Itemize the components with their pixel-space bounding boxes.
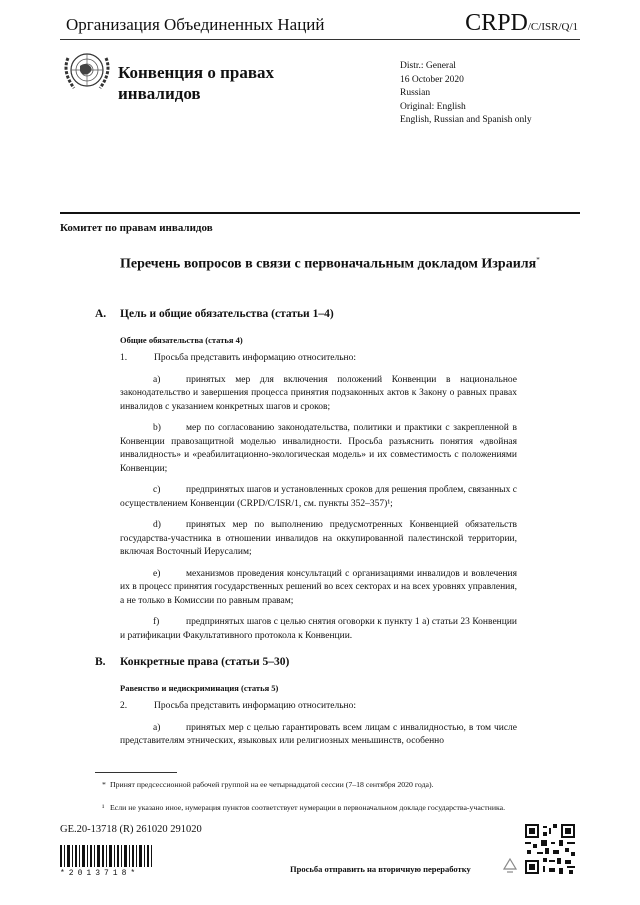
distr-languages: English, Russian and Spanish only bbox=[400, 115, 532, 125]
footnote bbox=[102, 802, 530, 813]
section-a-heading bbox=[95, 307, 517, 322]
un-emblem-icon bbox=[62, 46, 112, 98]
footnote-mark: * bbox=[102, 780, 106, 789]
subheading: Равенство и недискриминация (статья 5) bbox=[120, 683, 279, 693]
header-rule bbox=[60, 39, 580, 40]
thick-rule bbox=[60, 212, 580, 214]
committee-name: Комитет по правам инвалидов bbox=[60, 222, 213, 234]
item-e bbox=[120, 568, 517, 609]
item-a bbox=[120, 722, 517, 749]
item-d bbox=[120, 519, 517, 560]
paragraph-2 bbox=[120, 700, 517, 714]
organization-name: Организация Объединенных Наций bbox=[66, 15, 325, 34]
paragraph-text: Просьба представить информацию относительно: bbox=[154, 353, 357, 363]
distr-language: Russian bbox=[400, 88, 431, 98]
item-f bbox=[120, 616, 517, 643]
footnote-text: Принят предсессионной рабочей группой на ее четырнадцатой сессии (7–18 сентября 2020 года). bbox=[110, 780, 434, 789]
footnote-mark: ¹ bbox=[102, 803, 105, 812]
item-text: принятых мер по выполнению предусмотренных Конвенцией обязательств государства-участника в отношении инвалидов на оккупированной палестинской территории, включая Восточный Иерусалим; bbox=[120, 520, 517, 557]
footnote-rule bbox=[95, 772, 177, 773]
job-number: GE.20-13718 (R) 261020 291020 bbox=[60, 824, 202, 835]
title-footnote-mark: * bbox=[536, 256, 540, 264]
barcode-icon bbox=[60, 845, 152, 867]
item-b bbox=[120, 422, 517, 476]
item-c bbox=[120, 484, 517, 511]
document-symbol bbox=[465, 10, 578, 37]
item-label: a) bbox=[153, 374, 161, 385]
section-title: Конкретные права (статьи 5–30) bbox=[120, 656, 290, 668]
distribution-info bbox=[400, 60, 532, 128]
document-body bbox=[95, 307, 517, 757]
item-label: a) bbox=[153, 722, 161, 733]
recycle-notice: Просьба отправить на вторичную переработку bbox=[290, 864, 471, 874]
item-text: принятых мер с целью гарантировать всем лицам с инвалидностью, в том числе представителям этнических, языковых или религиозных меньшинств, особенно bbox=[120, 722, 517, 746]
title-text: Перечень вопросов в связи с первоначальным докладом Израиля bbox=[120, 256, 537, 272]
paragraph-number: 2. bbox=[120, 701, 128, 711]
paragraph-text: Просьба представить информацию относительно: bbox=[154, 701, 357, 711]
item-text: принятых мер для включения положений Конвенции в национальное законодательство и завершения процесса принятия подзаконных актов к Закону о равных правах инвалидов с указанием конкретных шагов и сроков; bbox=[120, 374, 517, 412]
item-label: d) bbox=[153, 520, 161, 530]
item-text: механизмов проведения консультаций с организациями инвалидов и вовлечения их в процесс принятия государственных решений во всех секторах и на всех уровнях управления, а не только в Комиссии по равным правам; bbox=[120, 568, 517, 606]
section-number: A. bbox=[95, 308, 107, 320]
section-number: B. bbox=[95, 656, 106, 668]
item-label: f) bbox=[153, 617, 160, 627]
symbol-sub: /C/ISR/Q/1 bbox=[527, 21, 578, 33]
item-label: c) bbox=[153, 485, 161, 495]
distr-line: Distr.: General bbox=[400, 61, 456, 71]
paragraph-number: 1. bbox=[120, 353, 128, 363]
footnote bbox=[102, 779, 530, 790]
paragraph-1 bbox=[120, 352, 517, 366]
section-b-heading bbox=[95, 655, 517, 670]
qr-code-icon bbox=[525, 824, 575, 874]
convention-line-1: Конвенция о правах bbox=[118, 63, 275, 82]
barcode-number: *2013718* bbox=[60, 869, 140, 878]
footnote-text: Если не указано иное, нумерация пунктов соответствует нумерации в первоначальном докладе государства-участника. bbox=[110, 803, 506, 812]
item-text: мер по согласованию законодательства, политики и практики с закрепленной в Конвенции правозащитной моделью инвалидности. Просьба разъяснить понятия «двойная инвалидность» и «реабилитационно-экологическая модель» и их совместимость с положениями Конвенции; bbox=[120, 423, 517, 474]
subheading: Общие обязательства (статья 4) bbox=[120, 335, 243, 345]
document-title bbox=[120, 252, 540, 273]
symbol-main: CRPD bbox=[465, 10, 528, 36]
distr-date: 16 October 2020 bbox=[400, 74, 464, 85]
recycle-icon bbox=[500, 857, 520, 877]
item-label: b) bbox=[153, 423, 161, 433]
item-a bbox=[120, 374, 517, 415]
item-text: предпринятых шагов и установленных сроков для решения проблем, связанных с осуществлением Конвенции (CRPD/C/ISR/1, см. пункты 352–357)¹; bbox=[120, 485, 517, 509]
convention-title bbox=[118, 62, 274, 104]
section-title: Цель и общие обязательства (статьи 1–4) bbox=[120, 308, 334, 320]
convention-line-2: инвалидов bbox=[118, 84, 201, 103]
item-label: e) bbox=[153, 568, 161, 579]
item-text: предпринятых шагов с целью снятия оговорки к пункту 1 a) статьи 23 Конвенции и ратификации Факультативного протокола к Конвенции. bbox=[120, 617, 517, 641]
distr-original: Original: English bbox=[400, 101, 466, 112]
